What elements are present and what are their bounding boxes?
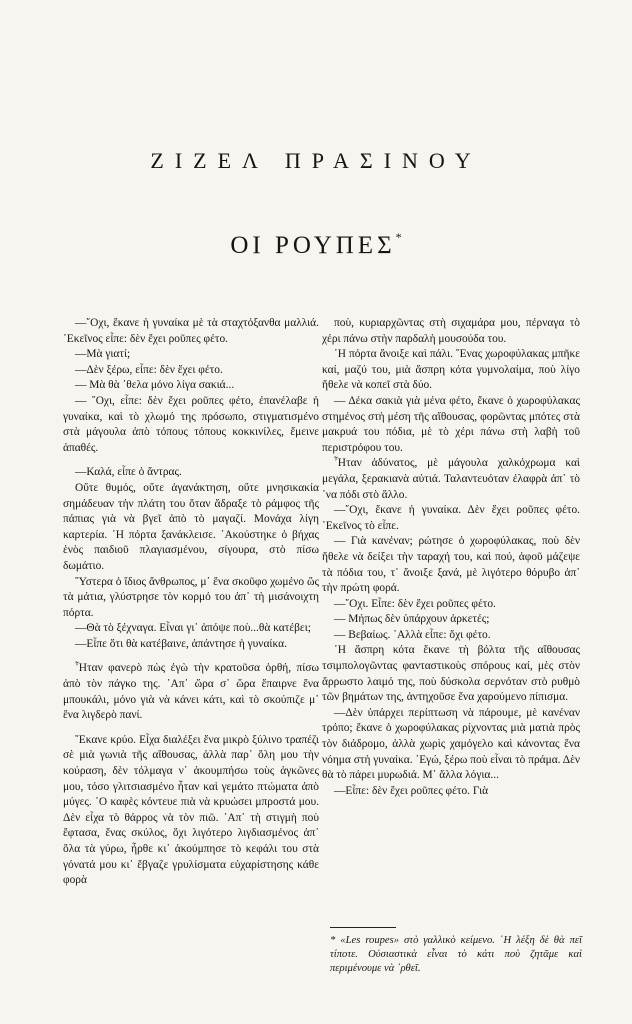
paragraph: — Δέκα σακιὰ γιὰ μένα φέτο, ἔκανε ὁ χωροφύλακας στημένος στὴ μέση τῆς αἴθουσας, φορῶντας μπότες στὰ μακρυά του πόδια, μὲ τὸ χέρι πάνω στὴ λαβὴ τοῦ περιστρόφου του. — [322, 394, 580, 454]
paragraph: —Εἶπε ὅτι θὰ κατέβαινε, ἀπάντησε ἡ γυναίκα. — [75, 637, 287, 650]
paragraph: — Μὰ θὰ ᾿θελα μόνο λίγα σακιά... — [75, 379, 235, 392]
paragraph: —Θὰ τὸ ξέχναγα. Εἶναι γι᾿ ἀπόψε ποὺ...θὰ κατέβει; — [75, 622, 311, 635]
paragraph: ποὺ, κυριαρχῶντας στὴ σιχαμάρα μου, πέρναγα τὸ χέρι πάνω στὴν παρδαλὴ μουσούδα του. — [322, 317, 580, 345]
paragraph: Οὔτε θυμός, οὔτε ἀγανάκτηση, οὔτε μνησικακία σημάδευαν τὴν πλάτη του ὅταν ἅδραξε τὸ ράμφος τῆς πάπιας γιὰ νὰ βγεῖ ἀπὸ τὸ μαγαζί. Μονάχα λίγη καρτερία. ῾Η πόρτα ξανάκλεισε. ᾿Ακούστηκε ὁ βήχας ἑνὸς παιδιοῦ πλαγιασμένου, σίγουρα, στὸ πίσω δωμάτιο. — [63, 481, 319, 572]
paragraph: —Καλά, εἶπε ὁ ἄντρας. — [75, 466, 182, 479]
paragraph: —Εἶπε: δὲν ἔχει ροῦπες φέτο. Γιὰ — [334, 784, 489, 797]
footnote-rule — [330, 927, 396, 928]
story-title — [0, 232, 632, 260]
paragraph: ῏Ηταν φανερὸ πὼς ἐγὼ τὴν κρατοῦσα ὀρθή, πίσω ἀπὸ τὸν πάγκο της. ᾿Απ᾿ ὥρα σ᾿ ὥρα ἔπαιρνε ἕνα μπουκάλι, μόνο γιὰ νὰ κάνει κάτι, καὶ τὸ σκούπιζε μ᾿ ἕνα λιγδερὸ πανί. — [63, 662, 319, 722]
paragraph: — Βεβαίως. ᾿Αλλὰ εἶπε: ὄχι φέτο. — [334, 628, 491, 641]
paragraph: — ῎Οχι, εἶπε: δὲν ἔχει ροῦπες φέτο, ἐπανέλαβε ἡ γυναίκα, καὶ τὸ χλωμό της πρόσωπο, στιγματισμένο στὰ μάγουλα ἀπὸ τόπους τόπους κοκκινίλες, ἔμεινε ἀπαθές. — [63, 394, 319, 454]
paragraph: —Δὲν ὑπάρχει περίπτωση νὰ πάρουμε, μὲ κανέναν τρόπο; ἔκανε ὁ χωροφύλακας ρίχνοντας μιὰ ματιὰ πρὸς τὸν διάδρομο, ἀλλὰ χωρὶς χαμόγελο καὶ κάνοντας ἕνα νόημα στὴ γυναίκα. ᾿Εγώ, ξέρω ποὺ εἶναι τὸ πράμα. Δὲν θὰ τὸ πάρει μυρωδιά. Μ᾿ ἄλλα λόγια... — [322, 706, 581, 782]
right-column — [322, 316, 580, 799]
paragraph: — Γιὰ κανέναν; ρώτησε ὁ χωροφύλακας, ποὺ δὲν ἤθελε νὰ δείξει τὴν ταραχή του, καὶ πού, ἀφοῦ μάζεψε τὰ πόδια του, τ᾿ ἄνοιξε ξανά, μὲ λιγότερο θόρυβο ἀπ᾿ τὴν πρώτη φορά. — [322, 535, 580, 595]
paragraph: ῎Εκανε κρύο. Εἶχα διαλέξει ἕνα μικρὸ ξύλινο τραπέζι σὲ μιὰ γωνιὰ τῆς αἴθουσας, ἀλλὰ παρ᾿ ὅλη μου τὴν κούραση, δὲν τόλμαγα ν᾿ ἀκουμπήσω τοὺς ἀγκῶνες μου, τόσο γλιτσιασμένο ἦταν καὶ γεμάτο πτώματα ἀπὸ μύγες. ῾Ο καφὲς κόντευε πιὰ νὰ κρυώσει μπροστά μου. Δὲν εἶχα τὸ θάρρος νὰ τὸν πιῶ. ᾿Απ᾿ τὴ στιγμὴ ποὺ ἔφτασα, ἕνας σκύλος, ὄχι λιγότερο λιγδιασμένος ἀπ᾿ ὅλα τὰ γύρω, ἦρθε κι᾿ ἀκούμπησε τὸ κεφάλι του στὰ γόνατά μου κι᾿ ἔβγαζε γρυλίσματα εὐχαρίστησης κάθε φορὰ — [63, 733, 319, 887]
left-column — [63, 316, 319, 889]
paragraph: ῞Υστερα ὁ ἴδιος ἄνθρωπος, μ᾿ ἕνα σκοῦφο χωμένο ὥς τὰ μάτια, γλύστρησε τὸν κορμό του ἀπ᾿ τὴ μισάνοιχτη πόρτα. — [63, 575, 319, 619]
paragraph: —῎Οχι, ἔκανε ἡ γυναίκα. Δὲν ἔχει ροῦπες φέτο. ᾿Εκεῖνος τὸ εἶπε. — [322, 504, 580, 532]
footnote: * «Les roupes» στὸ γαλλικὸ κείμενο. ῾Η λέξη δὲ θὰ πεῖ τίποτε. Οὐσιαστικὰ εἶναι τὸ κάτι ποὺ ζητᾶμε καὶ περιμένουμε νὰ ᾿ρθεῖ. — [330, 935, 582, 974]
paragraph: — Μήπως δὲν ὑπάρχουν ἀρκετές; — [334, 613, 490, 626]
paragraph: ῾Η πόρτα ἄνοιξε καὶ πάλι. ῞Ενας χωροφύλακας μπῆκε καί, μαζύ του, μιὰ ἄσπρη κότα γυμνολαίμα, ποὺ λίγο ἤθελε νὰ κοπεῖ στὰ δύο. — [322, 348, 580, 392]
author-heading: ΖΙΖΕΛ ΠΡΑΣΙΝΟΥ — [150, 148, 482, 173]
footnote-marker: * — [395, 230, 402, 244]
paragraph: —῎Οχι, ἔκανε ἡ γυναίκα μὲ τὰ σταχτόξανθα μαλλιά. ᾿Εκεῖνος εἶπε: δὲν ἔχει ροῦπες φέτο. — [63, 317, 319, 345]
paragraph: —Μὰ γιατί; — [75, 348, 131, 361]
paragraph: ῏Ηταν ἀδύνατος, μὲ μάγουλα χαλκόχρωμα καὶ μεγάλα, ξερακιανὰ αὐτιά. Ταλαντευόταν ἐλαφρὰ ἀπ᾿ τὸ ᾿να πόδι στὸ ἄλλο. — [322, 457, 580, 501]
paragraph: ῾Η ἄσπρη κότα ἔκανε τὴ βόλτα τῆς αἴθουσας τσιμπολογῶντας φανταστικοὺς σπόρους καί, μὲς στὸν ἄρρωστο λαιμό της, ποὺ δύσκολα σερνόταν στὸ ρυθμὸ τῶν βημάτων της, ἀντηχοῦσε ἕνα χαρούμενο πίπισμα. — [322, 644, 580, 704]
paragraph: —Δὲν ξέρω, εἶπε: δὲν ἔχει φέτο. — [75, 363, 223, 376]
story-title-text: ΟΙ ΡΟΥΠΕΣ — [230, 232, 396, 259]
paragraph: —῎Οχι. Εἶπε: δὲν ἔχει ροῦπες φέτο. — [334, 597, 496, 610]
